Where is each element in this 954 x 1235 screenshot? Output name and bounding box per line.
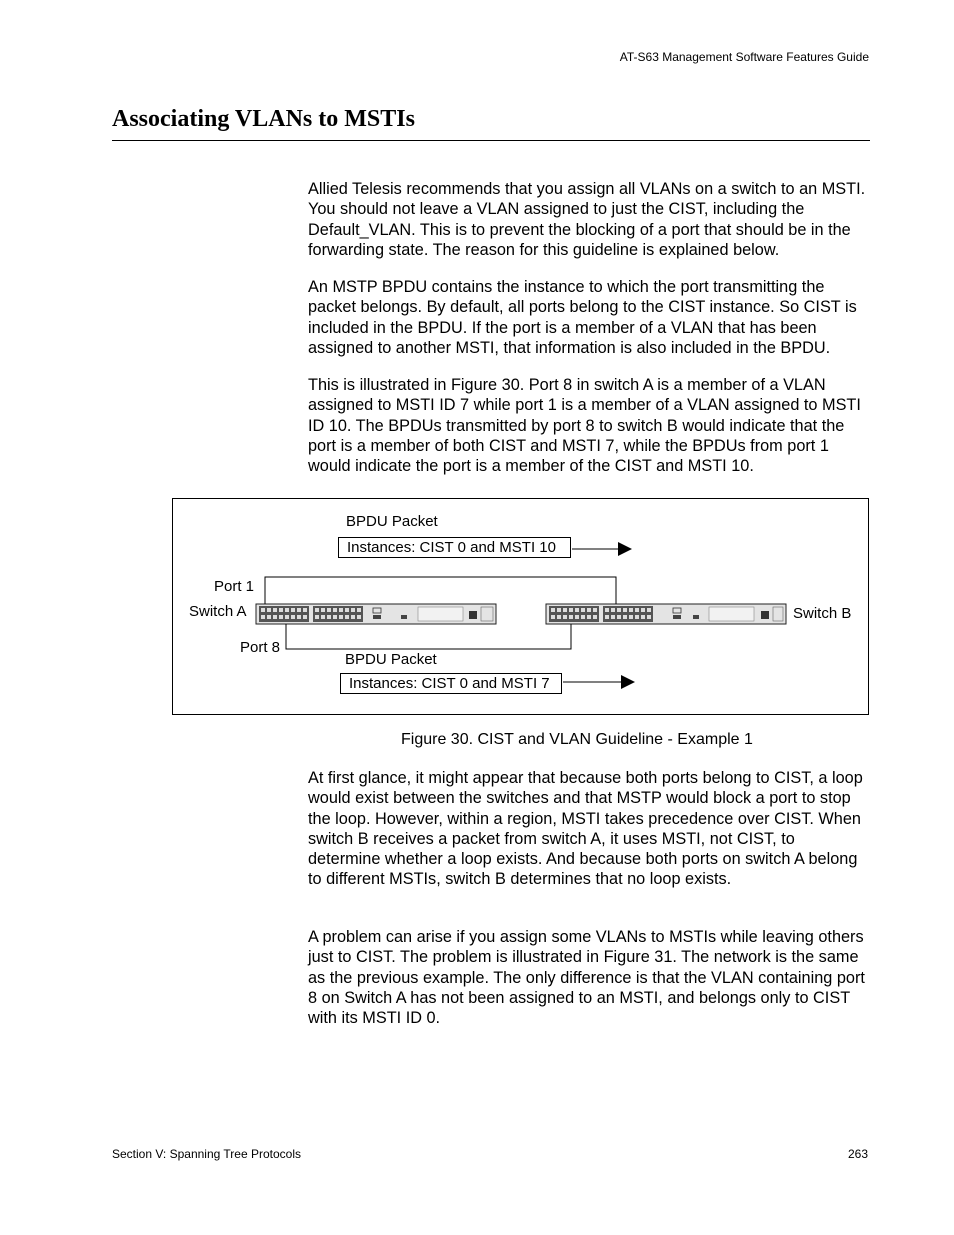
top-arrow-head	[618, 542, 632, 556]
port1-label: Port 1	[214, 578, 255, 595]
footer-section: Section V: Spanning Tree Protocols	[112, 1147, 301, 1161]
paragraph-4: At first glance, it might appear that because both ports belong to CIST, a loop would exist between the switches and that MSTP would block a port to stop the loop. However, within a region, MSTI takes precedence over CIST. When switch B receives a packet from switch A, it uses MSTI, not CIST, to determine whether a loop exists. And because both ports on switch A belong to different MSTIs, switch B determines that no loop exists.	[308, 769, 863, 889]
bottom-bpdu-label: BPDU Packet	[345, 651, 437, 668]
switch-a-label: Switch A	[189, 603, 247, 620]
bottom-arrow-head	[621, 675, 635, 689]
top-instances-box: Instances: CIST 0 and MSTI 10	[338, 537, 571, 558]
switch-b-label: Switch B	[793, 605, 852, 622]
section-title: Associating VLANs to MSTIs	[112, 106, 415, 132]
bottom-instances-box: Instances: CIST 0 and MSTI 7	[340, 673, 562, 694]
title-rule	[112, 140, 870, 141]
paragraph-3: This is illustrated in Figure 30. Port 8 in switch A is a member of a VLAN assigned to MSTI ID 7 while port 1 is a member of a VLAN assigned to MSTI ID 10. The BPDUs transmitted by port 8 to switch B would indicate that the port is a member of both CIST and MSTI 7, while the BPDUs from port 1 would indicate the port is a member of the CIST and MSTI 10.	[308, 376, 861, 476]
paragraph-2: An MSTP BPDU contains the instance to which the port transmitting the packet belongs. By default, all ports belong to the CIST instance. So CIST is included in the BPDU. If the port is a member of a VLAN that has been assigned to another MSTI, that information is also included in the BPDU.	[308, 278, 857, 357]
switch-a-icon	[256, 604, 496, 624]
paragraph-5: A problem can arise if you assign some VLANs to MSTIs while leaving others just to CIST. The problem is illustrated in Figure 31. The network is the same as the previous example. The only difference is that the VLAN containing port 8 on Switch A has not been assigned to an MSTI, and belongs only to CIST with its MSTI ID 0.	[308, 928, 865, 1028]
running-header: AT-S63 Management Software Features Guide	[619, 50, 869, 64]
switch-b-icon	[546, 604, 786, 624]
port8-label: Port 8	[240, 639, 281, 656]
port1-link	[265, 577, 616, 604]
figure-30	[172, 498, 869, 715]
port8-link	[286, 624, 571, 649]
page-number: 263	[847, 1147, 868, 1161]
top-bpdu-label: BPDU Packet	[346, 513, 438, 530]
paragraph-1: Allied Telesis recommends that you assign all VLANs on a switch to an MSTI. You should not leave a VLAN assigned to just the CIST, including the Default_VLAN. This is to prevent the blocking of a port that should be in the forwarding state. The reason for this guideline is explained below.	[308, 180, 866, 259]
figure-caption: Figure 30. CIST and VLAN Guideline - Example 1	[401, 731, 753, 748]
